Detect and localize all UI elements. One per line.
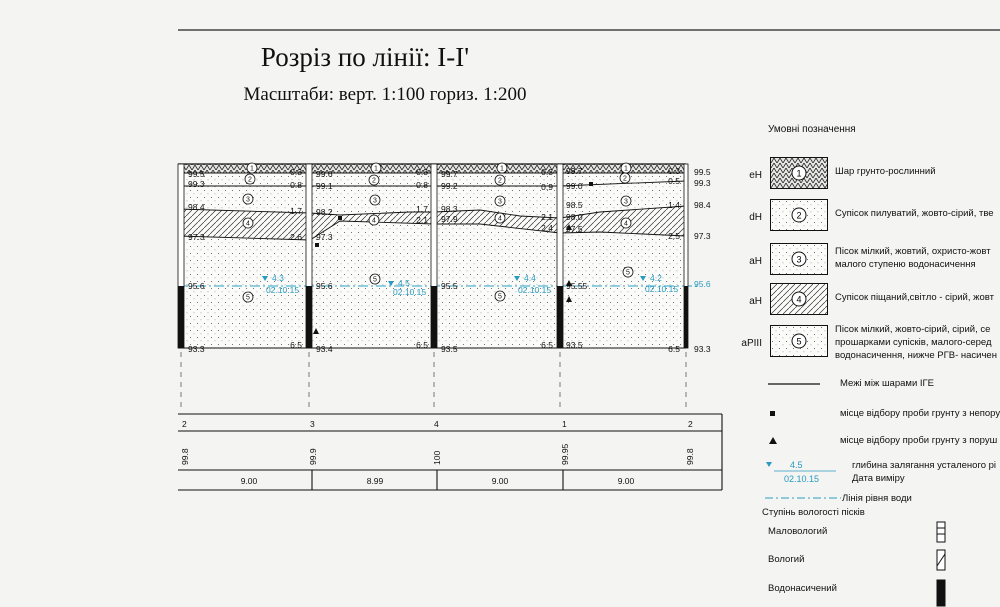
table-bh-number-1: 3 <box>310 419 315 429</box>
bh4-mark-4: 95.5 <box>441 281 458 291</box>
bh3-mark-2: 98.2 <box>316 207 333 217</box>
svg-text:4: 4 <box>246 220 250 228</box>
svg-text:3: 3 <box>498 198 502 206</box>
bh2r-mark-3: 97.3 <box>694 231 711 241</box>
legend-code-5: aPIII <box>741 338 762 349</box>
legend-number-2: 2 <box>796 210 802 221</box>
gw-date-bh3: 02.10.15 <box>393 287 427 297</box>
legend-text-5a: Пісок мілкий, жовто-сірий, сірий, се <box>835 324 991 335</box>
svg-text:2: 2 <box>248 176 252 184</box>
legend-swatch-sandy-loam <box>770 199 828 231</box>
svg-text:4: 4 <box>624 220 628 228</box>
bh2-mark-1: 99.3 <box>188 179 205 189</box>
legend-number-4: 4 <box>796 294 802 305</box>
moisture-wet-icon <box>937 550 945 570</box>
bh2r-mark-4: 95.6 <box>694 279 711 289</box>
svg-text:5: 5 <box>498 293 502 301</box>
bh3-mark-5: 93.4 <box>316 344 333 354</box>
bh2r-mark-1: 99.3 <box>694 178 711 188</box>
gw-date-bh4: 02.10.15 <box>518 285 552 295</box>
gw-date-bh2: 02.10.15 <box>266 285 300 295</box>
gw-legend-depth: 4.5 <box>790 460 803 470</box>
bh1-depth-4: 6.5 <box>668 344 680 354</box>
table-elevation-3: 99.95 <box>560 443 570 465</box>
table-elevation-0: 99.8 <box>180 448 190 465</box>
bh3-depth-2: 1.7 <box>416 204 428 214</box>
legend-code-4: aH <box>749 296 762 307</box>
bh2-mark-0: 99.5 <box>188 169 205 179</box>
borehole-projection-lines <box>181 352 686 412</box>
table-elevation-2: 100 <box>432 450 442 465</box>
gw-legend-triangle-icon <box>766 462 772 467</box>
svg-text:1: 1 <box>624 165 628 173</box>
moisture-level-wet: Вологий <box>768 554 805 565</box>
bh4-mark-0: 99.7 <box>441 169 458 179</box>
bh4-depth-2: 2.1 <box>541 212 553 222</box>
table-bh-number-3: 1 <box>562 419 567 429</box>
legend-code-3: aH <box>749 256 762 267</box>
boundary-line-symbol <box>768 382 820 386</box>
svg-text:1: 1 <box>250 165 254 173</box>
table-elevation-4: 99.8 <box>685 448 695 465</box>
svg-text:3: 3 <box>373 197 377 205</box>
bh2-depth-2: 1.7 <box>290 206 302 216</box>
bh2-mark-4: 95.6 <box>188 281 205 291</box>
legend-text-5c: водонасичення, нижче РГВ- насичен <box>835 350 997 361</box>
legend-number-1: 1 <box>796 168 802 179</box>
bh1-mark-0: 99.7 <box>566 166 583 176</box>
bh2-mark-2: 98.4 <box>188 202 205 212</box>
bh3-mark-0: 99.6 <box>316 169 333 179</box>
gw-depth-bh1: 4.2 <box>650 273 662 283</box>
moisture-level-low: Маловологий <box>768 526 828 537</box>
bh4-depth-4: 6.5 <box>541 340 553 350</box>
legend-swatch-fine-sand <box>770 243 828 275</box>
table-borehole-numbers <box>182 419 693 429</box>
bh3-depth-1: 0.8 <box>416 180 428 190</box>
water-line-symbol <box>765 496 841 500</box>
legend-sample-broken: місце відбору проби грунту з поруш <box>840 435 998 446</box>
bh1-depth-1: 0.5 <box>668 176 680 186</box>
legend-text-3b: малого ступеню водонасичення <box>835 259 976 270</box>
svg-text:4: 4 <box>372 217 376 225</box>
legend-code-2: dH <box>749 212 762 223</box>
svg-text:3: 3 <box>246 196 250 204</box>
moisture-low-icon <box>937 522 945 542</box>
bh4-depth-0: 0.3 <box>541 167 553 177</box>
legend-number-5: 5 <box>796 336 802 347</box>
gw-date-bh1: 02.10.15 <box>645 284 679 294</box>
bh2-depth-3: 2.6 <box>290 232 302 242</box>
svg-text:5: 5 <box>246 294 250 302</box>
table-distance-0: 9.00 <box>240 476 258 486</box>
bh2-mark-3: 97.3 <box>188 232 205 242</box>
table-distance-1: 8.99 <box>366 476 384 486</box>
bh1-mark-6: 93.5 <box>566 340 583 350</box>
svg-text:3: 3 <box>624 198 628 206</box>
bh3-mark-1: 99.1 <box>316 181 333 191</box>
legend-text-2: Супісок пилуватий, жовто-сірий, тве <box>835 208 994 219</box>
legend-code-1: eH <box>749 170 762 181</box>
bh3-depth-0: 0.3 <box>416 167 428 177</box>
bh4-mark-3: 97.9 <box>441 214 458 224</box>
table-elevations <box>180 443 695 465</box>
legend-swatch-fine-sand-grey <box>770 325 828 357</box>
legend-title: Умовні позначення <box>768 124 856 135</box>
svg-text:1: 1 <box>374 165 378 173</box>
legend-gw-depth-label: глибина залягання усталеного рі <box>852 460 997 471</box>
gw-depth-bh4: 4.4 <box>524 273 536 283</box>
bh4-depth-1: 0.9 <box>541 182 553 192</box>
bh1-mark-1: 99.0 <box>566 181 583 191</box>
moisture-symbols <box>935 520 949 607</box>
bh3-depth-3: 2.1 <box>416 215 428 225</box>
bh4-mark-1: 99.2 <box>441 181 458 191</box>
svg-text:5: 5 <box>626 269 630 277</box>
table-bh-number-0: 2 <box>182 419 187 429</box>
legend-water-line-label: Лінія рівня води <box>842 493 912 504</box>
svg-text:1: 1 <box>500 165 504 173</box>
legend-text-4: Супісок піщаний,світло - сірий, жовт <box>835 292 994 303</box>
bh3-mark-3: 97.3 <box>316 232 333 242</box>
svg-text:2: 2 <box>372 177 376 185</box>
gw-legend-symbol <box>764 458 844 488</box>
bh2r-mark-5: 93.3 <box>694 344 711 354</box>
bh1-mark-3: 98.0 <box>566 212 583 222</box>
moisture-saturated-icon <box>937 580 945 606</box>
svg-text:2: 2 <box>623 175 627 183</box>
table-distance-2: 9.00 <box>491 476 509 486</box>
legend-number-3: 3 <box>796 254 802 265</box>
svg-text:4: 4 <box>498 215 502 223</box>
bh1-mark-4: 97.5 <box>566 224 583 234</box>
table-elevation-1: 99.9 <box>308 448 318 465</box>
bh2-depth-0: 0.3 <box>290 167 302 177</box>
table-bh-number-2: 4 <box>434 419 439 429</box>
bh3-mark-4: 95.6 <box>316 281 333 291</box>
bh2-mark-5: 93.3 <box>188 344 205 354</box>
bh4-mark-5: 93.5 <box>441 344 458 354</box>
borehole-2-right-labels <box>694 167 711 354</box>
legend-sample-disturbed: місце відбору проби грунту з непору <box>840 408 1000 419</box>
bh4-depth-3: 2.4 <box>541 223 553 233</box>
legend-moisture-title: Ступінь вологості пісків <box>762 507 865 518</box>
gw-depth-bh3: 4.5 <box>398 278 410 288</box>
bh2r-mark-0: 99.5 <box>694 167 711 177</box>
bh2-depth-1: 0.8 <box>290 180 302 190</box>
page-subtitle: Масштаби: верт. 1:100 гориз. 1:200 <box>243 84 527 105</box>
bh1-mark-5: 95.55 <box>566 281 588 291</box>
legend-swatch-sandy-loam-grey <box>770 283 828 315</box>
page-title: Розріз по лінії: I-I' <box>260 42 470 72</box>
svg-text:5: 5 <box>373 276 377 284</box>
gw-legend-date: 02.10.15 <box>784 474 820 484</box>
moisture-level-saturated: Водонасичений <box>768 583 837 594</box>
legend-swatch-topsoil <box>770 157 828 189</box>
legend-text-3a: Пісок мілкий, жовтий, охристо-жовт <box>835 246 991 257</box>
table-distance-3: 9.00 <box>617 476 635 486</box>
bh3-depth-4: 6.5 <box>416 340 428 350</box>
bh2r-mark-2: 98.4 <box>694 200 711 210</box>
sample-square-icon <box>770 411 775 416</box>
legend-text-1: Шар грунто-рослинний <box>835 166 936 177</box>
bh1-depth-0: 0.3 <box>668 166 680 176</box>
table-distances <box>241 476 635 486</box>
table-bh-number-4: 2 <box>688 419 693 429</box>
sample-triangle-icon <box>769 437 777 445</box>
bh1-mark-2: 98.5 <box>566 200 583 210</box>
legend-gw-date-label: Дата виміру <box>852 473 905 484</box>
bh1-depth-3: 2.5 <box>668 231 680 241</box>
legend-text-5b: прошарками супісків, малого-серед <box>835 337 992 348</box>
bh4-mark-2: 98.3 <box>441 204 458 214</box>
bh1-depth-2: 1.4 <box>668 200 680 210</box>
svg-text:2: 2 <box>498 177 502 185</box>
borehole-table <box>178 414 722 490</box>
gw-depth-bh2: 4.3 <box>272 273 284 283</box>
bh2-depth-4: 6.5 <box>290 340 302 350</box>
legend-boundary-label: Межі між шарами ІГЕ <box>840 378 935 389</box>
